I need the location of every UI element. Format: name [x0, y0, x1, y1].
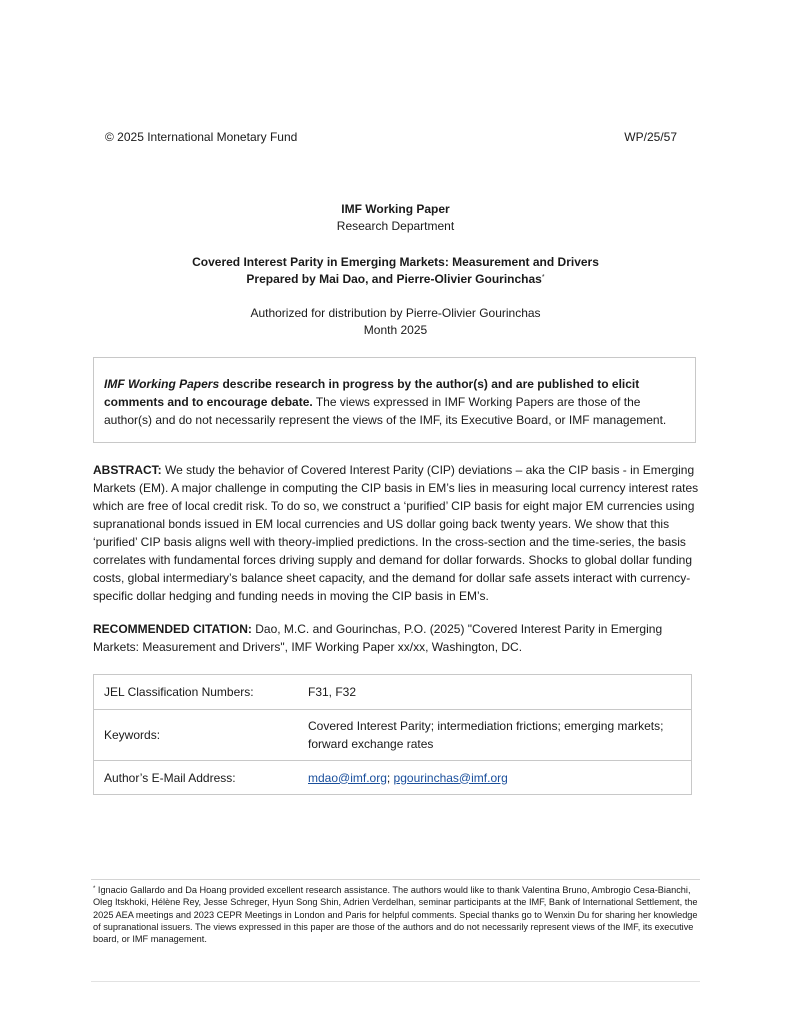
series-title: IMF Working Paper	[341, 202, 450, 216]
authors-text: Prepared by Mai Dao, and Pierre-Olivier Gourinchas	[246, 272, 542, 286]
disclaimer-series-name: IMF Working Papers	[104, 377, 220, 391]
author-footnote-mark[interactable]: *	[541, 274, 545, 281]
jel-value: F31, F32	[298, 675, 692, 710]
citation-text: Dao, M.C. and Gourinchas, P.O. (2025) "Covered Interest Parity in Emerging Markets: Measurement and Drivers", IMF Working Paper xx/xx, Washington, DC.	[93, 622, 663, 654]
paper-title: Covered Interest Parity in Emerging Markets: Measurement and Drivers	[192, 255, 599, 269]
footnote-text: Ignacio Gallardo and Da Hoang provided excellent research assistance. The authors would like to thank Valentina Bruno, Ambrogio Cesa-Bianchi, Oleg Itskhoki, Hélène Rey, Jesse Schreger, Hyun Song Shin, Adrien Verdelhan, seminar participants at the IMF, Bank of International Settlement, the 2025 AEA meetings and 2023 CEPR Meetings in London and Paris for helpful comments. Special thanks go to Wenxin Du for sharing her knowledge of supranational issuers. The views expressed in this paper are those of the authors and do not necessarily represent views of the IMF, its executive board, or IMF management.	[93, 885, 698, 945]
paper-number: WP/25/57	[624, 130, 677, 144]
table-row	[94, 675, 692, 710]
recommended-citation	[93, 620, 701, 656]
citation-label: RECOMMENDED CITATION:	[93, 622, 252, 636]
page-bottom-divider	[91, 981, 700, 982]
email-label: Author’s E-Mail Address:	[94, 761, 299, 795]
authors-line	[0, 271, 791, 288]
disclaimer-body: The views expressed in IMF Working Papers are those of the author(s) and do not necessarily represent the views of the IMF, its Executive Board, or IMF management.	[104, 395, 667, 427]
footnote-mark: *	[93, 886, 96, 892]
keywords-label: Keywords:	[94, 710, 299, 761]
publication-date: Month 2025	[363, 323, 428, 337]
email-value	[298, 761, 692, 795]
email-link-dao[interactable]: mdao@imf.org	[308, 770, 387, 785]
footnote	[93, 884, 701, 945]
authorized-by: Authorized for distribution by Pierre-Olivier Gourinchas	[250, 306, 541, 320]
abstract	[93, 461, 701, 605]
abstract-label: ABSTRACT:	[93, 463, 162, 477]
abstract-text: We study the behavior of Covered Interest Parity (CIP) deviations – aka the CIP basis - in Emerging Markets (EM). A major challenge in computing the CIP basis in EM’s lies in measuring local currency interest rates which are free of local credit risk. To do so, we construct a ‘purified’ CIP basis for eight major EM currencies using supranational bonds issued in EM local currencies and US dollar going back twenty years. We show that this ‘purified’ CIP basis aligns well with theory-implied predictions. In the cross-section and the time-series, the basis correlates with fundamental forces driving supply and demand for dollar forwards. Shocks to global dollar funding costs, global intermediary’s balance sheet capacity, and the demand for dollar safe assets interact with currency-specific dollar hedging and funding needs in moving the CIP basis in EM’s.	[93, 463, 699, 603]
keywords-value: Covered Interest Parity; intermediation frictions; emerging markets; forward exchange rates	[298, 710, 692, 761]
copyright-notice: © 2025 International Monetary Fund	[105, 130, 298, 144]
table-row	[94, 761, 692, 795]
email-link-gourinchas[interactable]: pgourinchas@imf.org	[393, 770, 508, 785]
footnote-divider	[91, 879, 700, 880]
disclaimer-lead-text: describe research in progress by the author(s) and are published to elicit comments and to encourage debate.	[104, 377, 640, 409]
email-separator: ;	[386, 770, 394, 785]
disclaimer-box	[93, 357, 696, 443]
jel-label: JEL Classification Numbers:	[94, 675, 299, 710]
department: Research Department	[336, 219, 455, 233]
metadata-table	[93, 674, 692, 795]
table-row	[94, 710, 692, 761]
